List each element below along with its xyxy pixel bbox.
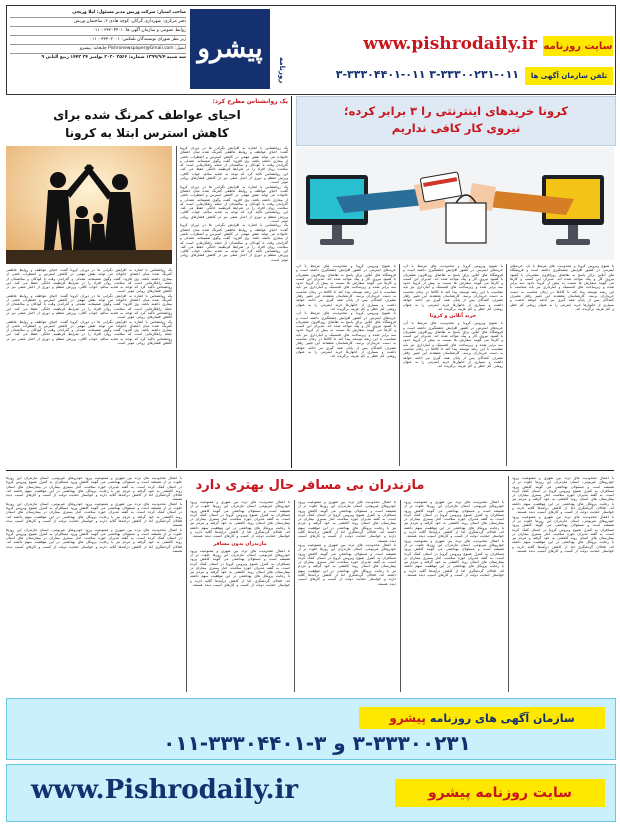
corona-body-2: با شیوع ویروس کرونا و محدودیت های مرتبط با آن، خریدهای اینترنتی در کشور افزایش چشمگیری داشته است و فروشگاه های آنلاین برای پاسخ به تقاضای روزافزون مشتریان با کمبود نیروی کار و پیک مواجه شده اند. مدیران این کسب و کارها می گویند سفارش ها نسبت به پیش از کرونا حدود سه برابر شده و زیرساخت های لجستیک و انبارداری نیز باید متناسب با این رشد توسعه پیدا کند تا کالاها در زمان مناسب به دست خریداران برسد. کارشناسان معتقدند این تغییر رفتار مصرف کنندگان پس از پایان همه گیری نیز ادامه خواهد داشت و بسیاری از خانوارها خرید اینترنتی را به عنوان روشی کم خطر و کم هزینه برگزیده اند. bbox=[403, 264, 503, 311]
col-divider bbox=[294, 500, 295, 692]
site-banner-text: سایت روزنامه پیشرو bbox=[428, 785, 572, 801]
header-ads-label: تلفن سازمان آگهی ها bbox=[525, 67, 613, 85]
family-silhouette-icon bbox=[6, 146, 172, 264]
header-site-url[interactable]: www.pishrodaily.ir bbox=[363, 34, 537, 54]
ad-org-label bbox=[359, 707, 605, 729]
ad-org-banner bbox=[6, 698, 616, 760]
stress-col-right bbox=[180, 146, 288, 468]
article-corona-title bbox=[296, 96, 616, 146]
mazandaran-col-5 bbox=[6, 476, 182, 692]
maz-body-7: با اعمال محدودیت های تردد بین شهری و ممنوعیت ورود خودروهای غیربومی، استان مازندران این روزها خلوت تر از همیشه است و مسئولان بهداشتی می گویند کاهش ورود مسافران به کنترل شیوع ویروس کرونا در استان کمک کرده است. به گفته مدیران حوزه سلامت، آمار بستری بیماران در بیمارستان های استان روند کاهشی به خود گرفته و مردم نیز با رعایت پروتکل های بهداشتی در این موفقیت سهم داشته اند. فعالان گردشگری اما از کاهش درآمدها گلایه دارند و خواستار حمایت دولت از کسب و کارهای آسیب دیده هستند. bbox=[190, 500, 290, 539]
col-divider bbox=[400, 500, 401, 692]
section-divider bbox=[6, 470, 614, 471]
site-banner bbox=[6, 764, 616, 822]
info-line-5: ایمیل: Pishronewspaper@Gmail.com چاپخانه: پیشرو bbox=[10, 45, 186, 54]
maz-body-2: با اعمال محدودیت های تردد بین شهری و ممنوعیت ورود خودروهای غیربومی، استان مازندران این روزها خلوت تر از همیشه است و مسئولان بهداشتی می گویند کاهش ورود مسافران به کنترل شیوع ویروس کرونا در استان کمک کرده است. به گفته مدیران حوزه سلامت، آمار بستری بیماران در بیمارستان های استان روند کاهشی به خود گرفته و مردم نیز با رعایت پروتکل های بهداشتی در این موفقیت سهم داشته اند. فعالان گردشگری اما از کاهش درآمدها گلایه دارند و خواستار حمایت دولت از کسب و کارهای آسیب دیده هستند. bbox=[512, 514, 614, 554]
family-photo bbox=[6, 146, 172, 264]
info-line-3: روابط عمومی و سازمان آگهی ها: ۳۳۳۰۴۴۰۱ - ۰۱۱ bbox=[10, 27, 186, 36]
corona-col-mid bbox=[403, 264, 503, 466]
site-banner-url[interactable]: www.Pishrodaily.ir bbox=[31, 775, 299, 805]
stress-body-6: یک روانشناس با اشاره به افزایش نگرانی ها در دوران کرونا گفت: احیای عواطف و روابط عاطفی کمرنگ شده میان اعضای خانواده می تواند نقش مهمی در کاهش استرس و اضطراب ناشی از بیماری داشته باشد. وی افزود: گفت وگوی صمیمانه، همدلی و گذراندن وقت با کودکان و سالمندان از جمله راهکارهایی است که سلامت روان افراد را در شرایط قرنطینه خانگی حفظ می کند. این روانشناس تاکید کرد که توجه به تغذیه سالم، خواب کافی، ورزش منظم و دوری از اخبار منفی نیز در کاهش فشارهای روانی موثر است. bbox=[6, 319, 172, 346]
stress-body-3: یک روانشناس با اشاره به افزایش نگرانی ها در دوران کرونا گفت: احیای عواطف و روابط عاطفی کمرنگ شده میان اعضای خانواده می تواند نقش مهمی در کاهش استرس و اضطراب ناشی از بیماری داشته باشد. وی افزود: گفت وگوی صمیمانه، همدلی و گذراندن وقت با کودکان و سالمندان از جمله راهکارهایی است که سلامت روان افراد را در شرایط قرنطینه خانگی حفظ می کند. این روانشناس تاکید کرد که توجه به تغذیه سالم، خواب کافی، ورزش منظم و دوری از اخبار منفی نیز در کاهش فشارهای روانی موثر است. bbox=[180, 223, 288, 262]
logo bbox=[190, 9, 270, 89]
header-phones-box bbox=[297, 65, 613, 87]
ad-org-brand: پیشرو bbox=[389, 711, 426, 725]
info-line-1: صاحب امتیاز: شرکت ورنش مدیر مسئول: لیلا وریجی bbox=[10, 9, 186, 18]
mazandaran-col-1 bbox=[512, 476, 614, 692]
maz-body-3: با اعمال محدودیت های تردد بین شهری و ممنوعیت ورود خودروهای غیربومی، استان مازندران این روزها خلوت تر از همیشه است و مسئولان بهداشتی می گویند کاهش ورود مسافران به کنترل شیوع ویروس کرونا در استان کمک کرده است. به گفته مدیران حوزه سلامت، آمار بستری بیماران در بیمارستان های استان روند کاهشی به خود گرفته و مردم نیز با رعایت پروتکل های بهداشتی در این موفقیت سهم داشته اند. فعالان گردشگری اما از کاهش درآمدها گلایه دارند و خواستار حمایت دولت از کسب و کارهای آسیب دیده هستند. bbox=[404, 500, 504, 539]
corona-body-3: با شیوع ویروس کرونا و محدودیت های مرتبط با آن، خریدهای اینترنتی در کشور افزایش چشمگیری داشته است و فروشگاه های آنلاین برای پاسخ به تقاضای روزافزون مشتریان با کمبود نیروی کار و پیک مواجه شده اند. مدیران این کسب و کارها می گویند سفارش ها نسبت به پیش از کرونا حدود سه برابر شده و زیرساخت های لجستیک و انبارداری نیز باید متناسب با این رشد توسعه پیدا کند تا کالاها در زمان مناسب به دست خریداران برسد. کارشناسان معتقدند این تغییر رفتار مصرف کنندگان پس از پایان همه گیری نیز ادامه خواهد داشت و بسیاری از خانوارها خرید اینترنتی را به عنوان روشی کم خطر و کم هزینه برگزیده اند. bbox=[403, 321, 503, 369]
col-divider bbox=[399, 264, 400, 466]
mazandaran-col-2 bbox=[404, 500, 504, 692]
ad-org-text: سازمان آگهی های روزنامه bbox=[429, 711, 575, 725]
info-line-4: زیر نظر شورای نویسندگان تلفکس: ۳۳۳۰۲۰۰۱ - ۰۱۱ bbox=[10, 36, 186, 45]
stress-title-2: کاهش استرس ابتلا به کرونا bbox=[65, 126, 229, 140]
mazandaran-col-3 bbox=[298, 500, 396, 692]
header-site-label: سایت روزنامه bbox=[543, 36, 613, 56]
col-divider bbox=[186, 500, 187, 692]
maz-body-9: با اعمال محدودیت های تردد بین شهری و ممنوعیت ورود خودروهای غیربومی، استان مازندران این روزها خلوت تر از همیشه است و مسئولان بهداشتی می گویند کاهش ورود مسافران به کنترل شیوع ویروس کرونا در استان کمک کرده است. به گفته مدیران حوزه سلامت، آمار بستری بیماران در بیمارستان های استان روند کاهشی به خود گرفته و مردم نیز با رعایت پروتکل های بهداشتی در این موفقیت سهم داشته اند. فعالان گردشگری اما از کاهش درآمدها گلایه دارند و خواستار حمایت دولت از کسب و کارهای آسیب دیده هستند. bbox=[6, 476, 182, 502]
stress-body-2: یک روانشناس با اشاره به افزایش نگرانی ها در دوران کرونا گفت: احیای عواطف و روابط عاطفی کمرنگ شده میان اعضای خانواده می تواند نقش مهمی در کاهش استرس و اضطراب ناشی از بیماری داشته باشد. وی افزود: گفت وگوی صمیمانه، همدلی و گذراندن وقت با کودکان و سالمندان از جمله راهکارهایی است که سلامت روان افراد را در شرایط قرنطینه خانگی حفظ می کند. این روانشناس تاکید کرد که توجه به تغذیه سالم، خواب کافی، ورزش منظم و دوری از اخبار منفی نیز در کاهش فشارهای روانی موثر است. bbox=[180, 184, 288, 224]
logo-sub bbox=[274, 50, 290, 90]
stress-kicker: یک روانشناس مطرح کرد: bbox=[212, 98, 288, 105]
stress-body-5: یک روانشناس با اشاره به افزایش نگرانی ها در دوران کرونا گفت: احیای عواطف و روابط عاطفی کمرنگ شده میان اعضای خانواده می تواند نقش مهمی در کاهش استرس و اضطراب ناشی از بیماری داشته باشد. وی افزود: گفت وگوی صمیمانه، همدلی و گذراندن وقت با کودکان و سالمندان از جمله راهکارهایی است که سلامت روان افراد را در شرایط قرنطینه خانگی حفظ می کند. این روانشناس تاکید کرد که توجه به تغذیه سالم، خواب کافی، ورزش منظم و دوری از اخبار منفی نیز در کاهش فشارهای روانی موثر است. bbox=[6, 293, 172, 320]
col-divider bbox=[176, 146, 177, 468]
article-corona-title-2: نیروی کار کافی نداریم bbox=[391, 121, 521, 135]
stress-body-1: یک روانشناس با اشاره به افزایش نگرانی ها در دوران کرونا گفت: احیای عواطف و روابط عاطفی کمرنگ شده میان اعضای خانواده می تواند نقش مهمی در کاهش استرس و اضطراب ناشی از بیماری داشته باشد. وی افزود: گفت وگوی صمیمانه، همدلی و گذراندن وقت با کودکان و سالمندان از جمله راهکارهایی است که سلامت روان افراد را در شرایط قرنطینه خانگی حفظ می کند. این روانشناس تاکید کرد که توجه به تغذیه سالم، خواب کافی، ورزش منظم و دوری از اخبار منفی نیز در کاهش فشارهای روانی موثر است. bbox=[180, 146, 288, 185]
corona-body-5: با شیوع ویروس کرونا و محدودیت های مرتبط با آن، خریدهای اینترنتی در کشور افزایش چشمگیری داشته است و فروشگاه های آنلاین برای پاسخ به تقاضای روزافزون مشتریان با کمبود نیروی کار و پیک مواجه شده اند. مدیران این کسب و کارها می گویند سفارش ها نسبت به پیش از کرونا حدود سه برابر شده و زیرساخت های لجستیک و انبارداری نیز باید متناسب با این رشد توسعه پیدا کند تا کالاها در زمان مناسب به دست خریداران برسد. کارشناسان معتقدند این تغییر رفتار مصرف کنندگان پس از پایان همه گیری نیز ادامه خواهد داشت و بسیاری از خانوارها خرید اینترنتی را به عنوان روشی کم خطر و کم هزینه برگزیده اند. bbox=[296, 311, 396, 359]
corona-col-right bbox=[510, 264, 614, 466]
corona-col-left bbox=[296, 264, 396, 466]
stress-body-4: یک روانشناس با اشاره به افزایش نگرانی ها در دوران کرونا گفت: احیای عواطف و روابط عاطفی کمرنگ شده میان اعضای خانواده می تواند نقش مهمی در کاهش استرس و اضطراب ناشی از بیماری داشته باشد. وی افزود: گفت وگوی صمیمانه، همدلی و گذراندن وقت با کودکان و سالمندان از جمله راهکارهایی است که سلامت روان افراد را در شرایط قرنطینه خانگی حفظ می کند. این روانشناس تاکید کرد که توجه به تغذیه سالم، خواب کافی، ورزش منظم و دوری از اخبار منفی نیز در کاهش فشارهای روانی موثر است. bbox=[6, 268, 172, 294]
stress-title-1: احیای عواطف کمرنگ شده برای bbox=[53, 108, 241, 122]
publisher-info bbox=[10, 9, 186, 89]
masthead bbox=[6, 5, 616, 95]
col-divider bbox=[508, 476, 509, 692]
logo-text: پیشرو bbox=[197, 34, 263, 64]
maz-body-5: با اعمال محدودیت های تردد بین شهری و ممنوعیت ورود خودروهای غیربومی، استان مازندران این روزها خلوت تر از همیشه است و مسئولان بهداشتی می گویند کاهش ورود مسافران به کنترل شیوع ویروس کرونا در استان کمک کرده است. به گفته مدیران حوزه سلامت، آمار بستری بیماران در بیمارستان های استان روند کاهشی به خود گرفته و مردم نیز با رعایت پروتکل های بهداشتی در این موفقیت سهم داشته اند. فعالان گردشگری اما از کاهش درآمدها گلایه دارند و خواستار حمایت دولت از کسب و کارهای آسیب دیده هستند. bbox=[298, 500, 396, 543]
maz-body-6: با اعمال محدودیت های تردد بین شهری و ممنوعیت ورود خودروهای غیربومی، استان مازندران این روزها خلوت تر از همیشه است و مسئولان بهداشتی می گویند کاهش ورود مسافران به کنترل شیوع ویروس کرونا در استان کمک کرده است. به گفته مدیران حوزه سلامت، آمار بستری بیماران در بیمارستان های استان روند کاهشی به خود گرفته و مردم نیز با رعایت پروتکل های بهداشتی در این موفقیت سهم داشته اند. فعالان گردشگری اما از کاهش درآمدها گلایه دارند و خواستار حمایت دولت از کسب و کارهای آسیب دیده هستند. bbox=[298, 542, 396, 586]
col-divider bbox=[506, 264, 507, 466]
corona-body-1: با شیوع ویروس کرونا و محدودیت های مرتبط با آن، خریدهای اینترنتی در کشور افزایش چشمگیری داشته است و فروشگاه های آنلاین برای پاسخ به تقاضای روزافزون مشتریان با کمبود نیروی کار و پیک مواجه شده اند. مدیران این کسب و کارها می گویند سفارش ها نسبت به پیش از کرونا حدود سه برابر شده و زیرساخت های لجستیک و انبارداری نیز باید متناسب با این رشد توسعه پیدا کند تا کالاها در زمان مناسب به دست خریداران برسد. کارشناسان معتقدند این تغییر رفتار مصرف کنندگان پس از پایان همه گیری نیز ادامه خواهد داشت و بسیاری از خانوارها خرید اینترنتی را به عنوان روشی کم خطر و کم هزینه برگزیده اند. bbox=[510, 264, 614, 311]
mazandaran-title: مازندران بی مسافر حال بهتری دارد bbox=[195, 478, 425, 493]
maz-body-10: با اعمال محدودیت های تردد بین شهری و ممنوعیت ورود خودروهای غیربومی، استان مازندران این روزها خلوت تر از همیشه است و مسئولان بهداشتی می گویند کاهش ورود مسافران به کنترل شیوع ویروس کرونا در استان کمک کرده است. به گفته مدیران حوزه سلامت، آمار بستری بیماران در بیمارستان های استان روند کاهشی به خود گرفته و مردم نیز با رعایت پروتکل های بهداشتی در این موفقیت سهم داشته اند. فعالان گردشگری اما از کاهش درآمدها گلایه دارند و خواستار حمایت دولت از کسب و کارهای آسیب دیده هستند. bbox=[6, 501, 182, 528]
online-shopping-illustration bbox=[296, 147, 614, 260]
ad-org-phones: ۳-۳۳۳۰۰۲۳۱ و ۳-۳۳۳۰۴۴۰۱-۰۱۱ bbox=[163, 731, 471, 755]
page-divider bbox=[291, 96, 292, 468]
maz-body-8: با اعمال محدودیت های تردد بین شهری و ممنوعیت ورود خودروهای غیربومی، استان مازندران این روزها خلوت تر از همیشه است و مسئولان بهداشتی می گویند کاهش ورود مسافران به کنترل شیوع ویروس کرونا در استان کمک کرده است. به گفته مدیران حوزه سلامت، آمار بستری بیماران در بیمارستان های استان روند کاهشی به خود گرفته و مردم نیز با رعایت پروتکل های بهداشتی در این موفقیت سهم داشته اند. فعالان گردشگری اما از کاهش درآمدها گلایه دارند و خواستار حمایت دولت از کسب و کارهای آسیب دیده هستند. bbox=[190, 548, 290, 588]
maz-body-4: با اعمال محدودیت های تردد بین شهری و ممنوعیت ورود خودروهای غیربومی، استان مازندران این روزها خلوت تر از همیشه است و مسئولان بهداشتی می گویند کاهش ورود مسافران به کنترل شیوع ویروس کرونا در استان کمک کرده است. به گفته مدیران حوزه سلامت، آمار بستری بیماران در بیمارستان های استان روند کاهشی به خود گرفته و مردم نیز با رعایت پروتکل های بهداشتی در این موفقیت سهم داشته اند. فعالان گردشگری اما از کاهش درآمدها گلایه دارند و خواستار حمایت دولت از کسب و کارهای آسیب دیده هستند. bbox=[404, 538, 504, 578]
corona-subheading: خرید آنلاین و کرونا bbox=[429, 313, 477, 320]
site-banner-label bbox=[395, 779, 605, 807]
maz-body-1: با اعمال محدودیت های تردد بین شهری و ممنوعیت ورود خودروهای غیربومی، استان مازندران این روزها خلوت تر از همیشه است و مسئولان بهداشتی می گویند کاهش ورود مسافران به کنترل شیوع ویروس کرونا در استان کمک کرده است. به گفته مدیران حوزه سلامت، آمار بستری بیماران در بیمارستان های استان روند کاهشی به خود گرفته و مردم نیز با رعایت پروتکل های بهداشتی در این موفقیت سهم داشته اند. فعالان گردشگری اما از کاهش درآمدها گلایه دارند و خواستار حمایت دولت از کسب و کارهای آسیب دیده هستند. bbox=[512, 476, 614, 515]
maz-body-11: با اعمال محدودیت های تردد بین شهری و ممنوعیت ورود خودروهای غیربومی، استان مازندران این روزها خلوت تر از همیشه است و مسئولان بهداشتی می گویند کاهش ورود مسافران به کنترل شیوع ویروس کرونا در استان کمک کرده است. به گفته مدیران حوزه سلامت، آمار بستری بیماران در بیمارستان های استان روند کاهشی به خود گرفته و مردم نیز با رعایت پروتکل های بهداشتی در این موفقیت سهم داشته اند. فعالان گردشگری اما از کاهش درآمدها گلایه دارند و خواستار حمایت دولت از کسب و کارهای آسیب دیده هستند. bbox=[6, 527, 182, 554]
maz-subheading: مازندران بدون مسافر bbox=[213, 540, 267, 547]
header-ads-phones: ۳-۳۳۳۰۰۲۳۱-۰۱۱ ۳-۳۳۳۰۴۴۰۱-۰۱۱ bbox=[335, 68, 519, 81]
info-line-6: سه شنبه ۱۳۹۹/۹/۴ شماره: ۲۵۶۶ ۲۰۲۰ نوامبر ۲۴ ۱۴۴۲ ربیع الثانی ۹ bbox=[41, 55, 186, 60]
mazandaran-col-4 bbox=[190, 500, 290, 692]
corona-body-4: با شیوع ویروس کرونا و محدودیت های مرتبط با آن، خریدهای اینترنتی در کشور افزایش چشمگیری داشته است و فروشگاه های آنلاین برای پاسخ به تقاضای روزافزون مشتریان با کمبود نیروی کار و پیک مواجه شده اند. مدیران این کسب و کارها می گویند سفارش ها نسبت به پیش از کرونا حدود سه برابر شده و زیرساخت های لجستیک و انبارداری نیز باید متناسب با این رشد توسعه پیدا کند تا کالاها در زمان مناسب به دست خریداران برسد. کارشناسان معتقدند این تغییر رفتار مصرف کنندگان پس از پایان همه گیری نیز ادامه خواهد داشت و بسیاری از خانوارها خرید اینترنتی را به عنوان روشی کم خطر و کم هزینه برگزیده اند. bbox=[296, 264, 396, 311]
article-corona-title-1: کرونا خریدهای اینترنتی را ۳ برابر کرده؛ bbox=[344, 104, 568, 118]
header-site-box bbox=[297, 34, 613, 58]
stress-col-left bbox=[6, 268, 172, 468]
logo-subtitle: روزنامه bbox=[278, 56, 286, 84]
shopping-illustration bbox=[296, 147, 614, 260]
info-line-2: دفتر مرکزی: شهرداری گرگان، کوچه هادی ۲، ساختمان ورنش bbox=[10, 18, 186, 27]
